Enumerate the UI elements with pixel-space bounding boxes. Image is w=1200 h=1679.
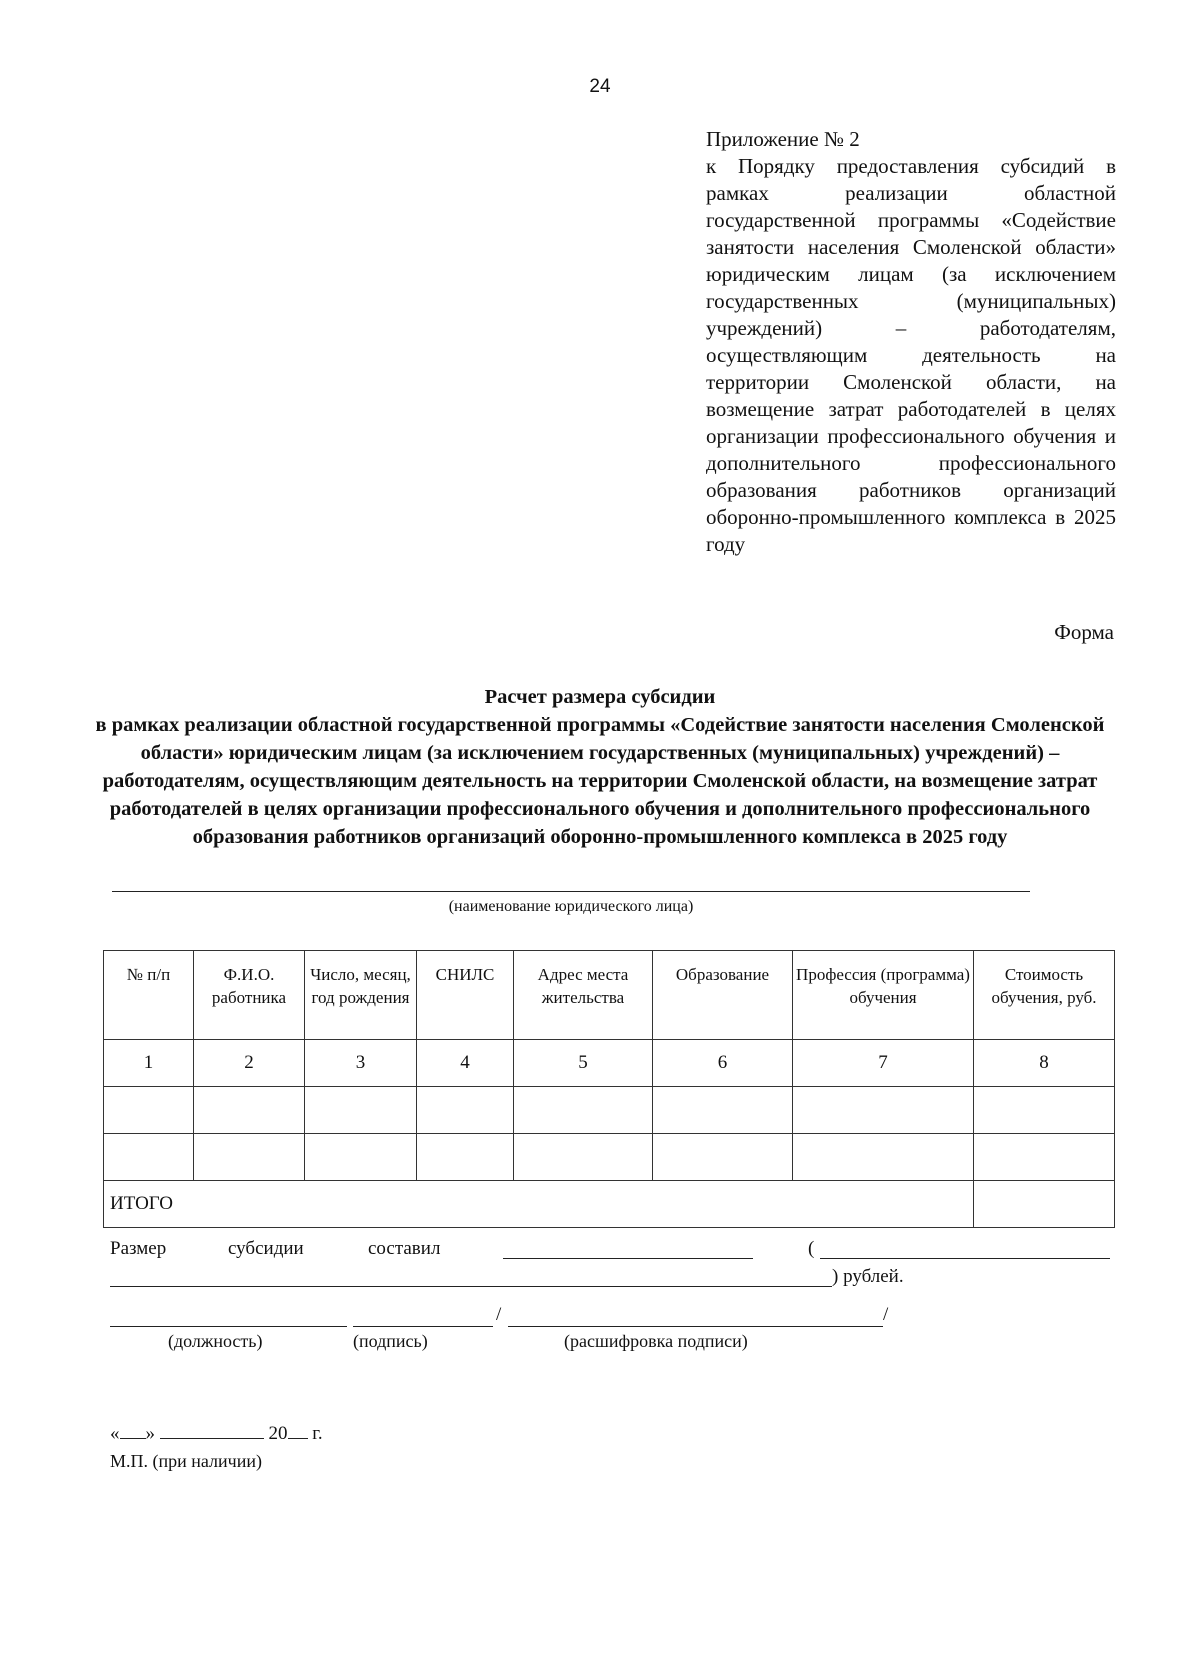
quote-close: » [145,1423,155,1444]
empty-cell[interactable] [974,1087,1115,1134]
header-cell: СНИЛС [417,951,514,1040]
header-cell: Адрес места жительства [514,951,653,1040]
column-number: 8 [974,1040,1115,1087]
subsidy-word: субсидии [228,1238,304,1259]
empty-cell[interactable] [793,1087,974,1134]
total-row [104,1181,1115,1228]
empty-cell[interactable] [305,1087,417,1134]
column-number: 5 [514,1040,653,1087]
subsidy-word: Размер [110,1238,167,1259]
decoding-caption: (расшифровка подписи) [564,1331,748,1351]
year-blank[interactable] [288,1438,308,1439]
header-cell: Образование [653,951,793,1040]
header-cell: Число, месяц, год рождения [305,951,417,1040]
total-label: ИТОГО [104,1181,974,1228]
position-caption: (должность) [168,1331,263,1351]
subsidy-word: составил [368,1238,441,1259]
empty-cell[interactable] [653,1087,793,1134]
title-body: в рамках реализации областной государственной программы «Содействие занятости населения Смоленской области» юридическим лицам (за исключением государственных (муниципальных) учреждений) – работодателям, осуществляющим деятельность на территории Смоленской области, на возмещение затрат работодателей в целях организации профессионального обучения и дополнительного профессионального образования работников организаций оборонно-промышленного комплекса в 2025 году [95,714,1105,848]
empty-cell[interactable] [104,1087,194,1134]
year-suffix: г. [307,1423,323,1444]
empty-cell[interactable] [417,1134,514,1181]
paren-open: ( [808,1238,815,1259]
table-row [104,1134,1115,1181]
table-row [104,1087,1115,1134]
empty-cell[interactable] [417,1087,514,1134]
signature-block [110,1304,910,1364]
amount-words-blank-continued[interactable] [110,1286,832,1287]
page-number: 24 [589,76,611,97]
empty-cell[interactable] [974,1134,1115,1181]
header-cell: № п/п [104,951,194,1040]
column-number: 3 [305,1040,417,1087]
header-cell: Ф.И.О. работника [194,951,305,1040]
stamp-note: М.П. (при наличии) [110,1451,262,1471]
empty-cell[interactable] [793,1134,974,1181]
empty-cell[interactable] [305,1134,417,1181]
position-blank[interactable] [110,1326,347,1327]
empty-cell[interactable] [104,1134,194,1181]
amount-figures-blank[interactable] [503,1258,753,1259]
slash: / [883,1304,889,1325]
document-title [80,683,1120,851]
rubles-label: ) рублей. [832,1266,904,1287]
column-number-row [104,1040,1115,1087]
empty-cell[interactable] [194,1087,305,1134]
column-number: 6 [653,1040,793,1087]
date-line [110,1423,323,1445]
year-prefix: 20 [268,1423,288,1444]
header-cell: Стоимость обучения, руб. [974,951,1115,1040]
empty-cell[interactable] [194,1134,305,1181]
day-blank[interactable] [120,1438,146,1439]
appendix-block [706,126,1116,558]
quote-open: « [110,1423,120,1444]
table-header-row [104,951,1115,1040]
subsidy-amount-line [110,1238,1110,1294]
amount-words-blank[interactable] [820,1258,1110,1259]
title-line: Расчет размера субсидии [484,686,716,708]
header-cell: Профессия (программа) обучения [793,951,974,1040]
signature-decoding-blank[interactable] [508,1326,883,1327]
slash: / [496,1304,502,1325]
column-number: 7 [793,1040,974,1087]
column-number: 4 [417,1040,514,1087]
appendix-body: к Порядку предоставления субсидий в рамках реализации областной государственной программы «Содействие занятости населения Смоленской области» юридическим лицам (за исключением государственных (муниципальных) учреждений) – работодателям, осуществляющим деятельность на территории Смоленской области, на возмещение затрат работодателей в целях организации профессионального обучения и дополнительного профессионального образования работников организаций оборонно-промышленного комплекса в 2025 году [706,154,1116,556]
column-number: 2 [194,1040,305,1087]
total-value-cell[interactable] [974,1181,1115,1228]
entity-caption: (наименование юридического лица) [448,898,694,915]
empty-cell[interactable] [514,1134,653,1181]
month-blank[interactable] [160,1438,264,1439]
empty-cell[interactable] [514,1087,653,1134]
signature-caption: (подпись) [353,1331,428,1351]
form-label: Форма [1054,620,1114,644]
calculation-table [103,950,1115,1228]
entity-name-line[interactable] [112,891,1030,892]
signature-blank[interactable] [353,1326,493,1327]
column-number: 1 [104,1040,194,1087]
appendix-heading: Приложение № 2 [706,127,860,151]
empty-cell[interactable] [653,1134,793,1181]
